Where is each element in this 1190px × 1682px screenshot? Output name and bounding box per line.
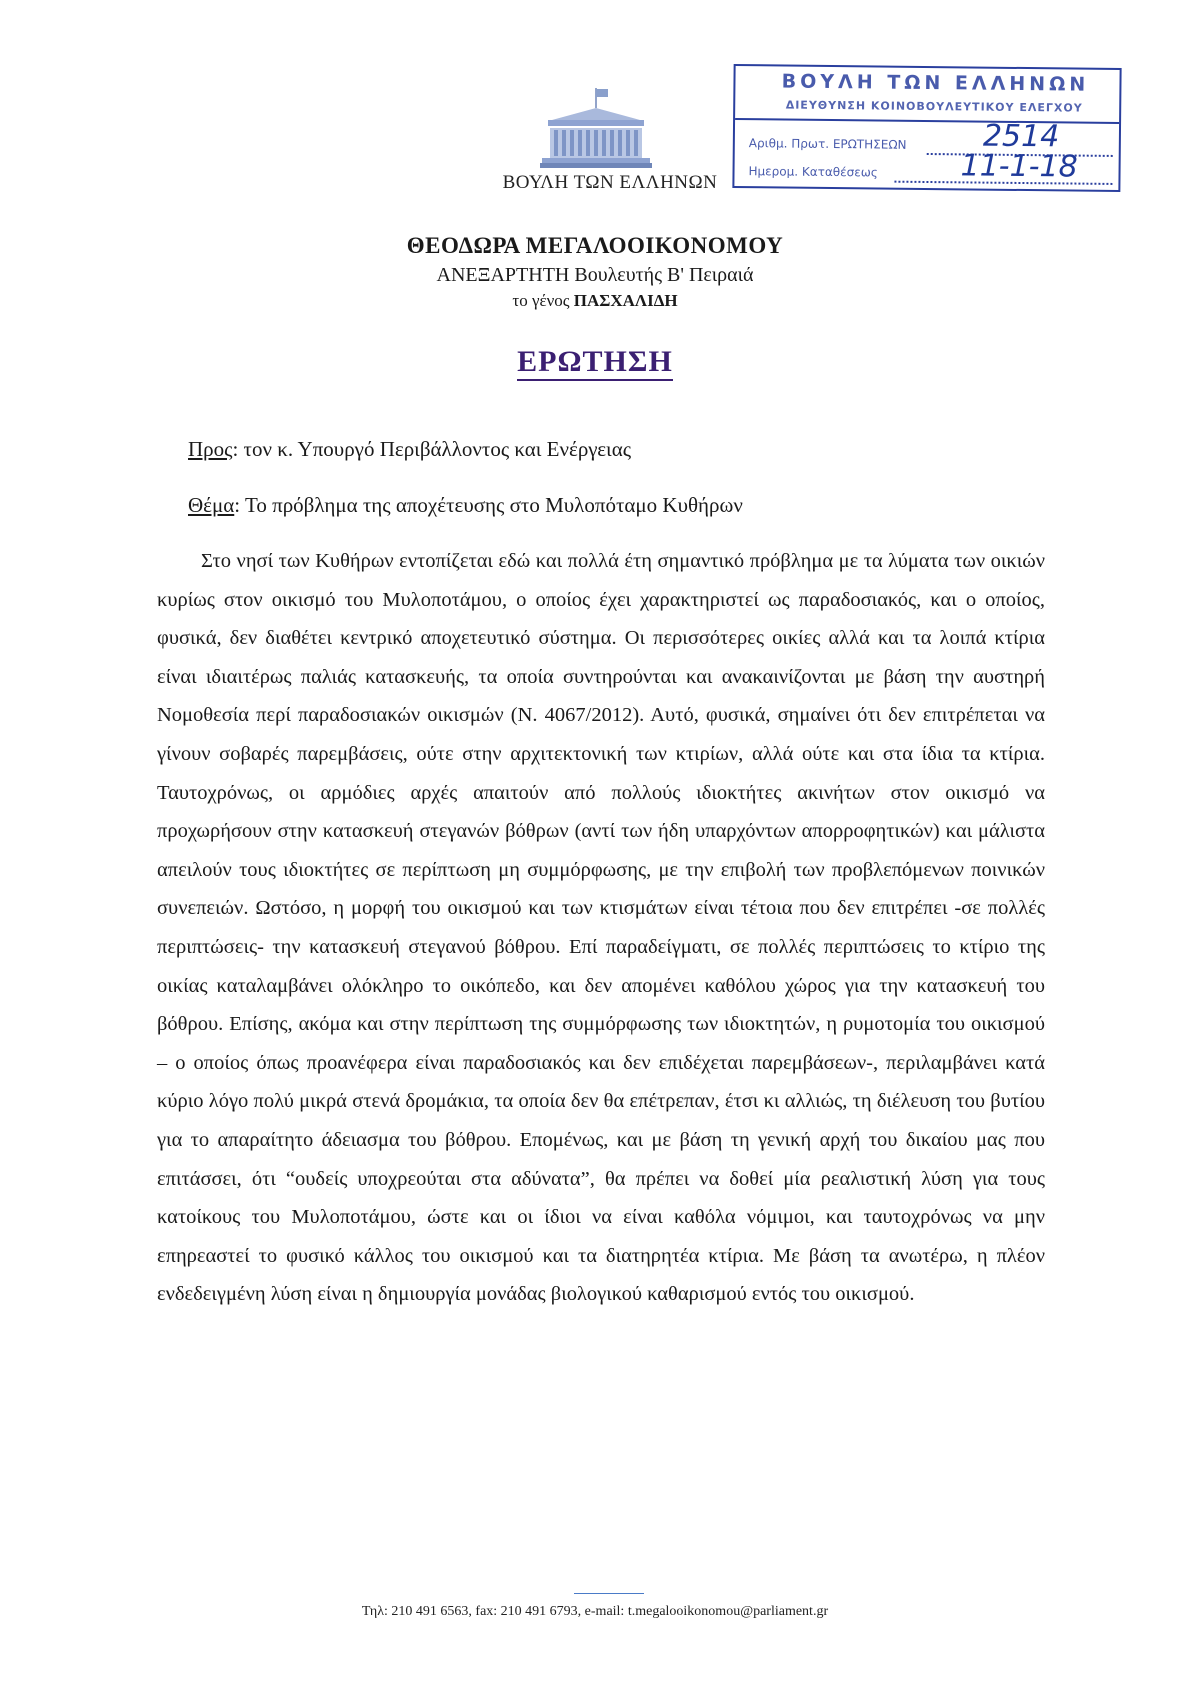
footer-email: e-mail: t.megalooikonomou@parliament.gr: [584, 1604, 829, 1619]
author-nee-prefix: το γένος: [512, 291, 570, 310]
document-title-text: ΕΡΩΤΗΣΗ: [517, 345, 673, 381]
registration-stamp: [732, 64, 1121, 192]
recipient-label: Προς: [188, 437, 233, 461]
footer-divider: [574, 1593, 644, 1594]
subject-label: Θέμα: [188, 493, 235, 517]
parliament-name: ΒΟΥΛΗ ΤΩΝ ΕΛΛΗΝΩΝ: [502, 172, 718, 193]
recipient-line: [188, 437, 631, 462]
hellenic-parliament-building-icon: [540, 86, 652, 170]
footer-fax: fax: 210 491 6793,: [475, 1604, 582, 1619]
subject-line: [188, 493, 743, 518]
stamp-title: ΒΟΥΛΗ ΤΩΝ ΕΛΛΗΝΩΝ: [781, 70, 1090, 96]
recipient-value: : τον κ. Υπουργό Περιβάλλοντος και Ενέργειας: [232, 437, 632, 461]
stamp-protocol-label: Αριθμ. Πρωτ. ΕΡΩΤΗΣΕΩΝ: [748, 136, 907, 152]
subject-value: : Το πρόβλημα της αποχέτευσης στο Μυλοπόταμο Κυθήρων: [234, 493, 743, 517]
stamp-protocol-number: 2514: [982, 118, 1060, 155]
footer-phone: Τηλ: 210 491 6563,: [361, 1604, 472, 1619]
author-name: ΘΕΟΔΩΡΑ ΜΕΓΑΛΟΟΙΚΟΝΟΜΟΥ: [406, 233, 784, 258]
stamp-department: ΔΙΕΥΘΥΝΣΗ ΚΟΙΝΟΒΟΥΛΕΥΤΙΚΟΥ ΕΛΕΓΧΟΥ: [785, 98, 1083, 115]
stamp-divider: [735, 118, 1119, 124]
footer-contact: [0, 1604, 1190, 1620]
stamp-date-label: Ημερομ. Καταθέσεως: [748, 164, 878, 180]
author-role: ΑΝΕΞΑΡΤΗΤΗ Βουλευτής Β' Πειραιά: [436, 264, 754, 286]
author-nee-line: [0, 291, 1190, 311]
document-title: [0, 345, 1190, 379]
author-nee-name: ΠΑΣΧΑΛΙΔΗ: [573, 291, 678, 310]
stamp-date-value: 11-1-18: [960, 148, 1078, 185]
question-body: Στο νησί των Κυθήρων εντοπίζεται εδώ και πολλά έτη σημαντικό πρόβλημα με τα λύματα των οικιών κυρίως στον οικισμό του Μυλοποτάμου, ο οποίος έχει χαρακτηριστεί ως παραδοσιακός, και ο οποίος, φυσικά, δεν διαθέτει κεντρικό αποχετευτικό σύστημα. Οι περισσότερες οικίες αλλά και τα λοιπά κτίρια είναι ιδιαιτέρως παλιάς κατασκευής, τα οποία συντηρούνται και ανακαινίζονται με βάση την αυστηρή Νομοθεσία περί παραδοσιακών οικισμών (Ν. 4067/2012). Αυτό, φυσικά, σημαίνει ότι δεν επιτρέπεται να γίνουν σοβαρές παρεμβάσεις, ούτε στην αρχιτεκτονική των κτιρίων, αλλά ούτε και στα ίδια τα κτίρια. Ταυτοχρόνως, οι αρμόδιες αρχές απαιτούν από πολλούς ιδιοκτήτες ακινήτων στον οικισμό να προχωρήσουν στην κατασκευή στεγανών βόθρων (αντί των ήδη υπαρχόντων απορροφητικών) και μάλιστα απειλούν τους ιδιοκτήτες σε περίπτωση μη συμμόρφωσης, με την επιβολή των προβλεπόμενων ποινικών συνεπειών. Ωστόσο, η μορφή του οικισμού και των κτισμάτων είναι τέτοια που δεν επιτρέπει -σε πολλές περιπτώσεις- την κατασκευή στεγανού βόθρου. Επί παραδείγματι, σε πολλές περιπτώσεις το κτίριο της οικίας καταλαμβάνει ολόκληρο το οικόπεδο, και δεν απομένει καθόλου χώρος για την κατασκευή του βόθρου. Επίσης, ακόμα και στην περίπτωση της συμμόρφωσης των ιδιοκτητών, η ρυμοτομία του οικισμού – ο οποίος όπως προανέφερα είναι παραδοσιακός και δεν επιδέχεται παρεμβάσεων-, περιλαμβάνει κατά κύριο λόγο πολύ μικρά στενά δρομάκια, τα οποία δεν θα επέτρεπαν, έτσι κι αλλιώς, τη διέλευση του βυτίου για το απαραίτητο άδειασμα του βόθρου. Επομένως, και με βάση τη γενική αρχή του δικαίου μας που επιτάσσει, ότι “ουδείς υποχρεούται στα αδύνατα”, θα πρέπει να δοθεί μία ρεαλιστική λύση για τους κατοίκους του Μυλοποτάμου, ώστε και οι ίδιοι να είναι καθόλα νόμιμοι, και ταυτοχρόνως να μην επηρεαστεί το φυσικό κάλλος του οικισμού και τα διατηρητέα κτίρια. Με βάση τα ανωτέρω, η πλέον ενδεδειγμένη λύση είναι η δημιουργία μονάδας βιολογικού καθαρισμού εντός του οικισμού.: [157, 550, 1045, 1306]
